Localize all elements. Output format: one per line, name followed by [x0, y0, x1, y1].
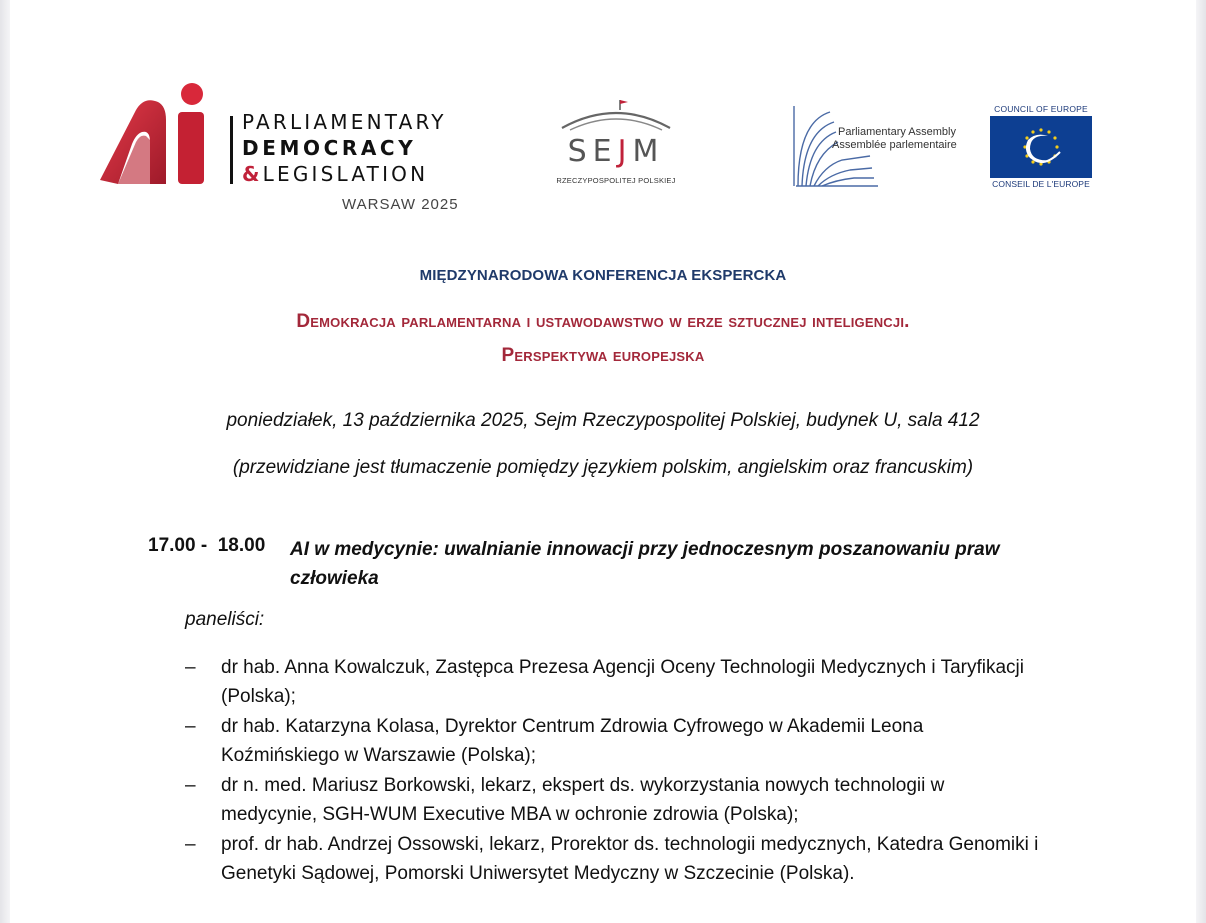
- conference-title-line1: Demokracja parlamentarna i ustawodawstwo w erze sztucznej inteligencji.: [296, 311, 910, 332]
- date-venue-line: poniedziałek, 13 października 2025, Sejm Rzeczypospolitej Polskiej, budynek U, sala 412: [226, 410, 980, 431]
- sejm-subtitle: RZECZYPOSPOLITEJ POLSKIEJ: [556, 176, 676, 185]
- session-title: AI w medycynie: uwalnianie innowacji przy jednoczesnym poszanowaniu praw człowieka: [290, 539, 1000, 589]
- pdl-line-parliamentary: PARLIAMENTARY: [242, 110, 447, 134]
- list-item: [185, 830, 1045, 888]
- panelist-text: prof. dr hab. Andrzej Ossowski, lekarz, Prorektor ds. technologii medycznych, Katedra Genomiki i Genetyki Sądowej, Pomorski Uniwersytet Medyczny w Szczecinie (Polska).: [221, 834, 1039, 884]
- sejm-wordmark: [562, 134, 670, 169]
- sejm-word-j: J: [617, 134, 633, 169]
- session-time: 17.00 - 18.00: [148, 535, 266, 556]
- coe-name-fr: CONSEIL DE L'EUROPE: [992, 179, 1090, 189]
- council-of-europe-flag-icon: [990, 116, 1092, 178]
- pdl-line-democracy: DEMOCRACY: [242, 136, 417, 160]
- ai-conference-logo: [96, 80, 208, 190]
- panelist-text: dr hab. Anna Kowalczuk, Zastępca Prezesa Agencji Oceny Technologii Medycznych i Taryfikacji (Polska);: [221, 657, 1024, 707]
- list-item: [185, 771, 1045, 829]
- list-dash: –: [185, 657, 196, 678]
- pdl-wordmark: [242, 112, 447, 190]
- list-dash: –: [185, 775, 196, 796]
- pdl-year: WARSAW 2025: [342, 196, 459, 213]
- coe-name-en: COUNCIL OF EUROPE: [994, 104, 1088, 114]
- pdl-line-legislation: [242, 164, 447, 190]
- list-item: [185, 653, 1045, 711]
- list-dash: –: [185, 834, 196, 855]
- conference-type: MIĘDZYNARODOWA KONFERENCJA EKSPERCKA: [419, 267, 787, 284]
- pace-name-en: Parliamentary Assembly: [838, 126, 956, 138]
- panelist-text: dr n. med. Mariusz Borkowski, lekarz, ekspert ds. wykorzystania nowych technologii w medycynie, SGH-WUM Executive MBA w ochronie zdrowia (Polska);: [221, 775, 945, 825]
- list-item: [185, 712, 1045, 770]
- logo-divider: [230, 116, 233, 184]
- panelists-label: paneliści:: [185, 609, 265, 630]
- pdl-legislation-word: LEGISLATION: [262, 162, 429, 186]
- list-dash: –: [185, 716, 196, 737]
- pace-name-fr: Assemblée parlementaire: [832, 139, 957, 151]
- sejm-word-left: SE: [567, 134, 618, 169]
- panelist-list: [185, 653, 1045, 889]
- interpretation-note: (przewidziane jest tłumaczenie pomiędzy językiem polskim, angielskim oraz francuskim): [232, 457, 974, 478]
- conference-title-line2: Perspektywa europejska: [501, 345, 705, 366]
- sejm-word-right: M: [632, 134, 665, 169]
- pdl-ampersand: &: [242, 162, 263, 186]
- panelist-text: dr hab. Katarzyna Kolasa, Dyrektor Centrum Zdrowia Cyfrowego w Akademii Leona Koźmińskiego w Warszawie (Polska);: [221, 716, 924, 766]
